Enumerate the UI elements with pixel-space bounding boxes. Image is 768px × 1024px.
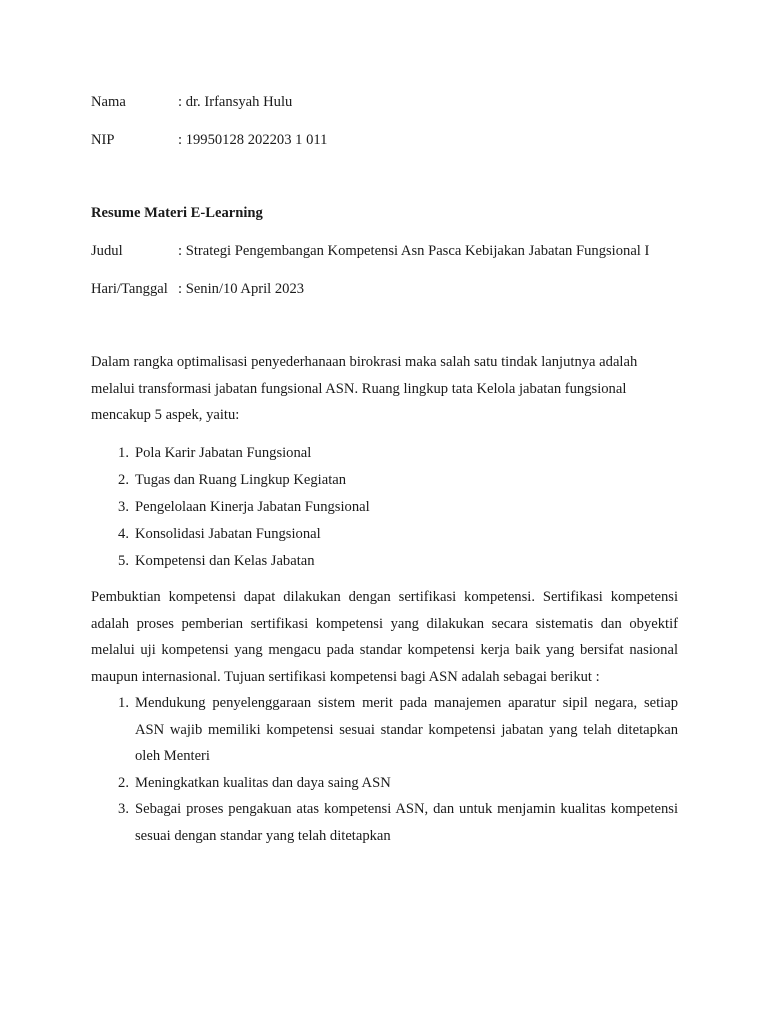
nip-value: : 19950128 202203 1 011 — [178, 132, 328, 148]
title-row — [91, 242, 649, 260]
goals-list — [91, 690, 678, 849]
date-value: : Senin/10 April 2023 — [178, 281, 305, 297]
nip-row — [91, 131, 327, 149]
certification-paragraph: Pembuktian kompetensi dapat dilakukan dengan sertifikasi kompetensi. Sertifikasi kompetensi adalah proses pemberian sertifikasi kompetensi yang dilakukan secara sistematis dan obyektif melalui uji kompetensi yang mengacu pada standar kompetensi kerja baik yang bersifat nasional maupun internasional. Tujuan sertifikasi kompetensi bagi ASN adalah sebagai berikut : — [91, 589, 678, 685]
list-item-text: Tugas dan Ruang Lingkup Kegiatan — [135, 472, 347, 488]
list-item-text: Kompetensi dan Kelas Jabatan — [135, 553, 315, 569]
list-item-text: Mendukung penyelenggaraan sistem merit pada manajemen aparatur sipil negara, setiap ASN wajib memiliki kompetensi sesuai standar kompetensi jabatan yang telah ditetapkan oleh Menteri — [135, 695, 678, 764]
list-item-text: Meningkatkan kualitas dan daya saing ASN — [135, 774, 391, 791]
list-item — [91, 467, 678, 494]
list-item — [91, 494, 678, 521]
list-number: 3. — [118, 801, 129, 817]
list-item — [91, 690, 678, 770]
list-number: 1. — [118, 695, 129, 711]
list-item — [91, 521, 678, 548]
list-item — [91, 548, 678, 575]
list-item — [91, 440, 678, 467]
name-label: Nama — [91, 94, 126, 110]
list-item-text: Pengelolaan Kinerja Jabatan Fungsional — [135, 499, 370, 515]
list-item — [91, 796, 678, 849]
aspects-list — [91, 440, 678, 575]
section-heading: Resume Materi E-Learning — [91, 205, 263, 221]
name-row — [91, 93, 292, 111]
date-label: Hari/Tanggal — [91, 281, 168, 297]
list-item — [91, 770, 678, 797]
list-number: 1. — [118, 445, 129, 461]
title-value: : Strategi Pengembangan Kompetensi Asn Pasca Kebijakan Jabatan Fungsional I — [178, 243, 650, 259]
nip-label: NIP — [91, 132, 115, 148]
list-item-text: Pola Karir Jabatan Fungsional — [135, 445, 312, 461]
list-number: 3. — [118, 499, 129, 515]
list-item-text: Konsolidasi Jabatan Fungsional — [135, 526, 321, 542]
list-number: 2. — [118, 774, 129, 791]
list-number: 4. — [118, 526, 129, 542]
title-label: Judul — [91, 243, 123, 259]
date-row — [91, 280, 304, 298]
list-number: 2. — [118, 472, 129, 488]
list-item-text: Sebagai proses pengakuan atas kompetensi ASN, dan untuk menjamin kualitas kompetensi sesuai dengan standar yang telah ditetapkan — [135, 801, 678, 844]
list-number: 5. — [118, 553, 129, 569]
intro-paragraph: Dalam rangka optimalisasi penyederhanaan birokrasi maka salah satu tindak lanjutnya adalah melalui transformasi jabatan fungsional ASN. Ruang lingkup tata Kelola jabatan fungsional mencakup 5 aspek, yaitu: — [91, 354, 638, 423]
name-value: : dr. Irfansyah Hulu — [178, 94, 293, 110]
